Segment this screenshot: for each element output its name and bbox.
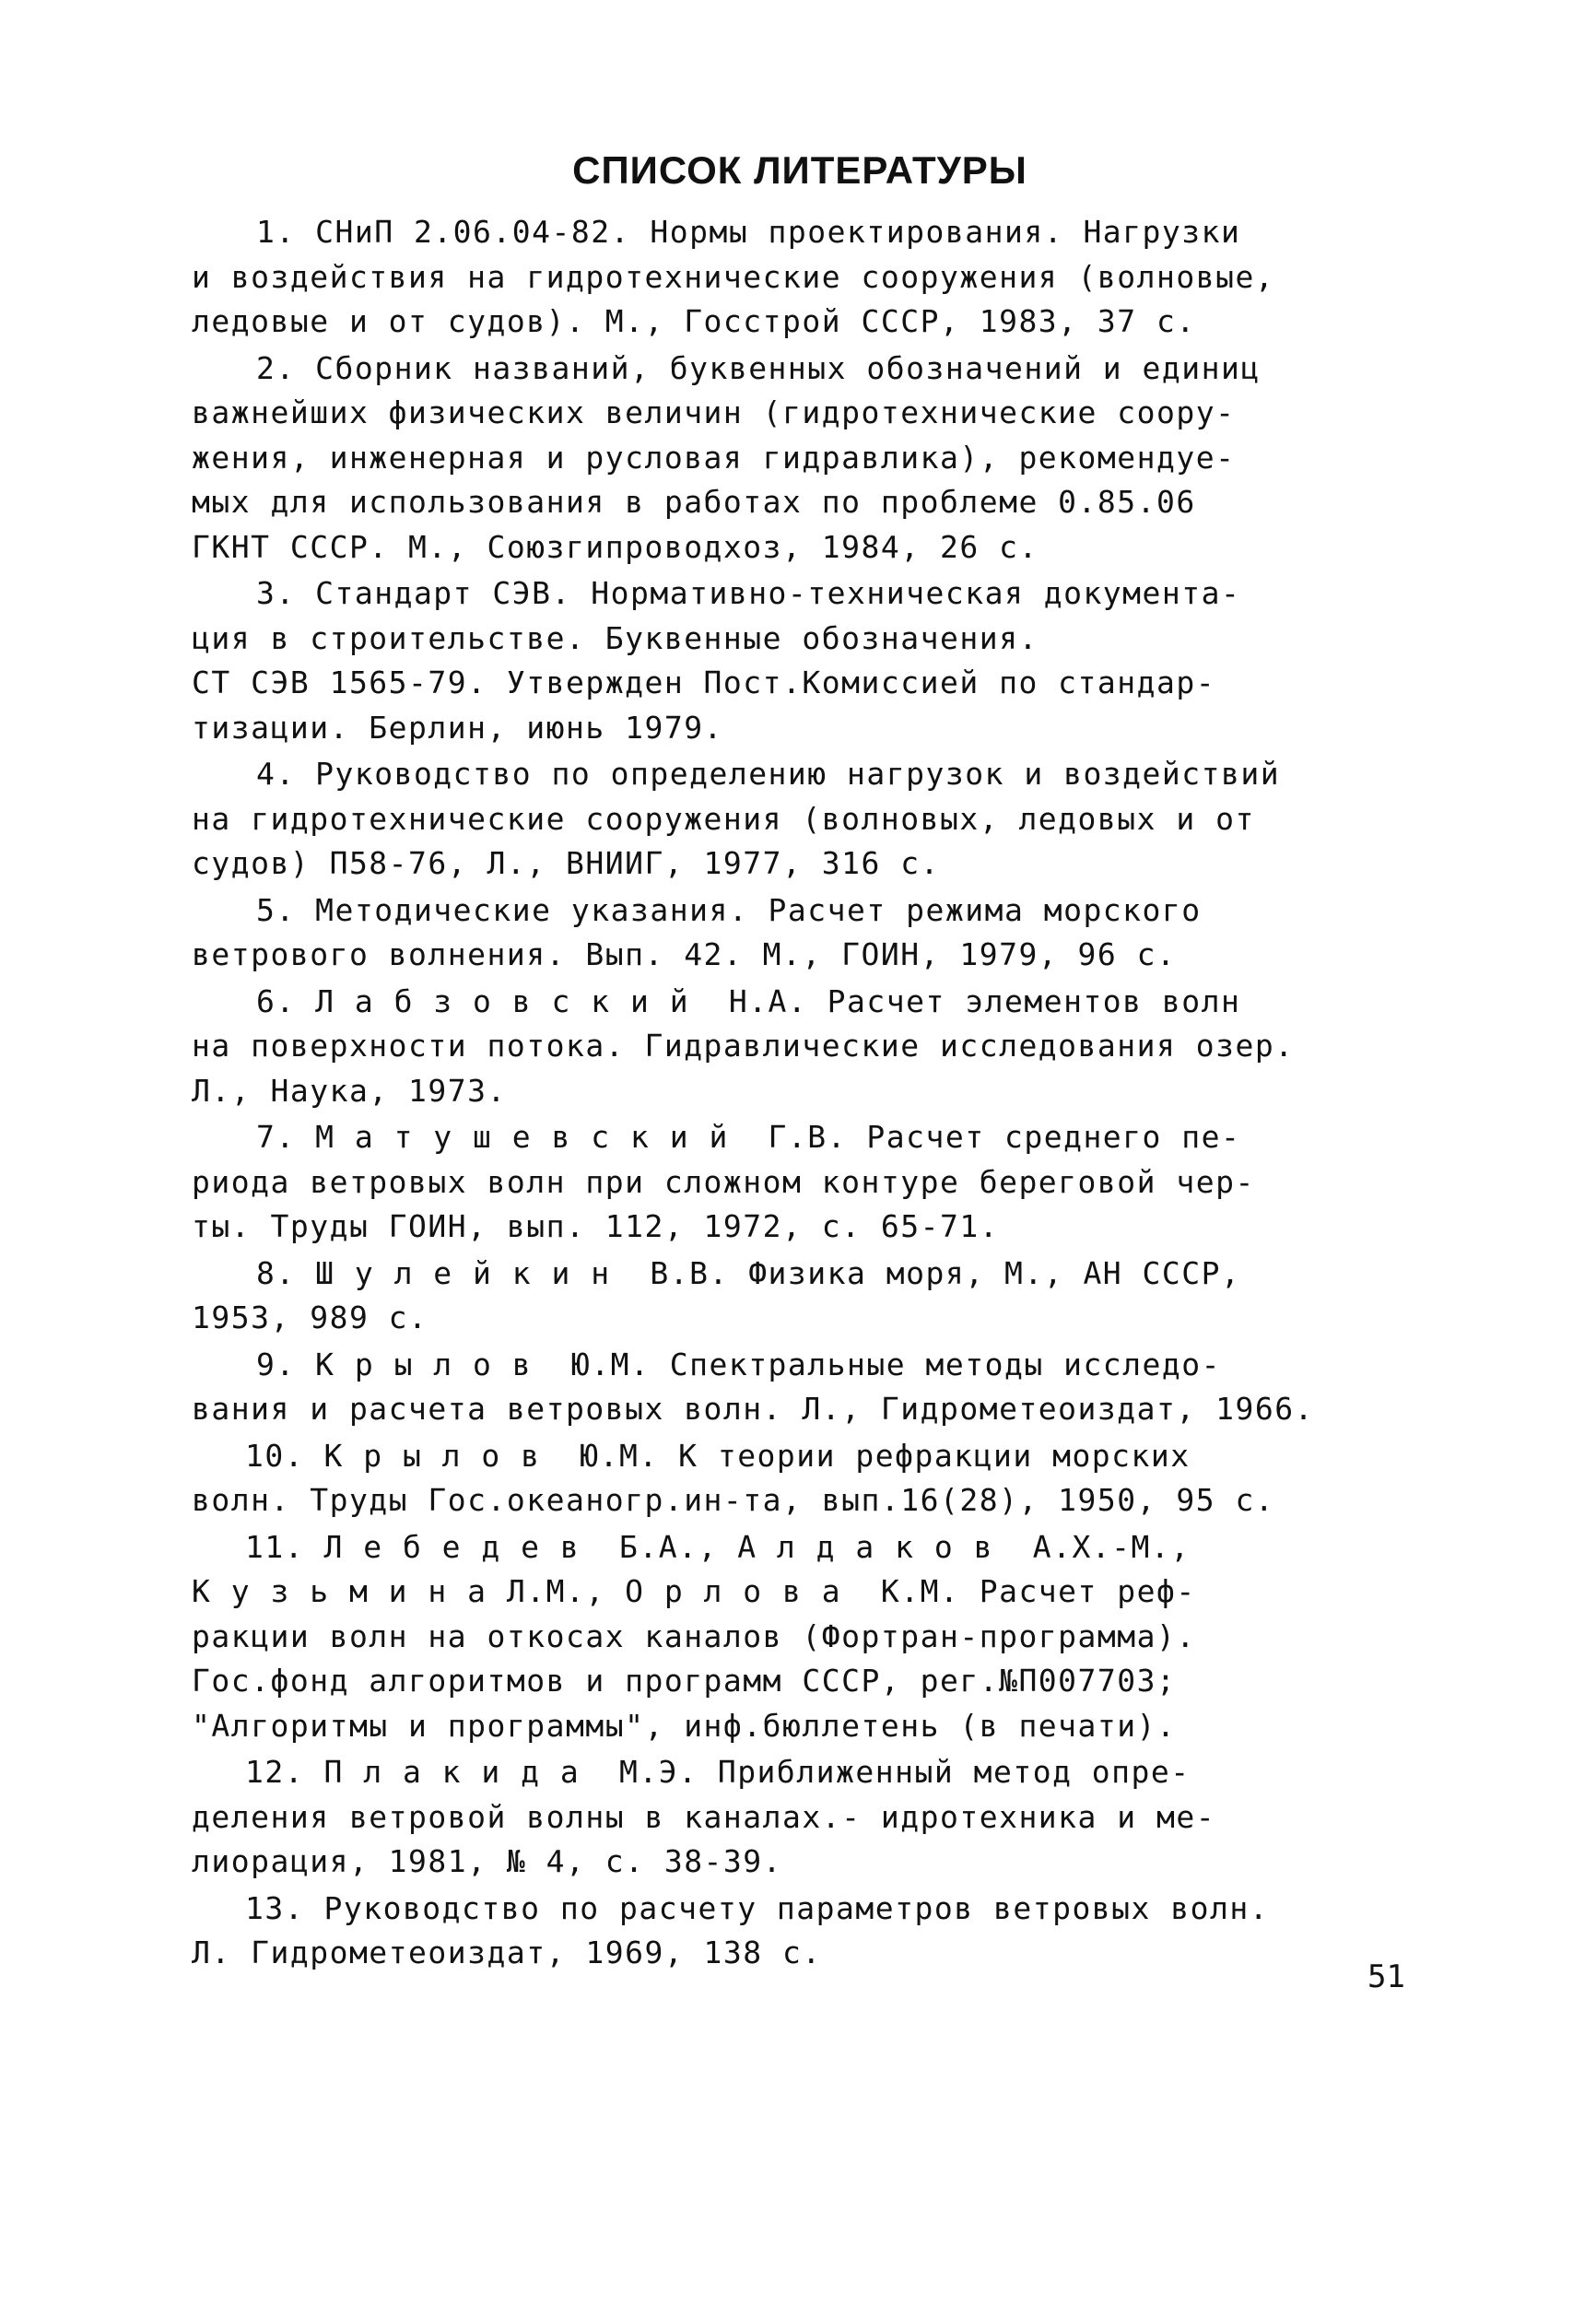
reference-line: вания и расчета ветровых волн. Л., Гидрометеоиздат, 1966. [192,1391,1314,1427]
reference-list [192,210,1408,1976]
reference-line: 1. СНиП 2.06.04-82. Нормы проектирования. Нагрузки [256,214,1241,250]
reference-line: "Алгоритмы и программы", инф.бюллетень (в печати). [192,1707,1177,1744]
reference-line: 9. К р ы л о в Ю.М. Спектральные методы исследо- [256,1346,1222,1382]
reference-line: ракции волн на откосах каналов (Фортран-программа). [192,1617,1196,1654]
reference-line: мых для использования в работах по проблеме 0.85.06 [192,484,1196,520]
reference-line: и воздействия на гидротехнические сооружения (волновые, [192,258,1275,295]
reference-item-10 [192,1434,1408,1523]
page-title: СПИСОК ЛИТЕРАТУРЫ [572,148,1027,192]
reference-line: ветрового волнения. Вып. 42. М., ГОИН, 1979, 96 с. [192,936,1177,972]
reference-line: 10. К р ы л о в Ю.М. К теории рефракции морских [245,1437,1191,1474]
reference-line: на поверхности потока. Гидравлические исследования озер. [192,1028,1295,1064]
reference-line: К у з ь м и н а Л.М., О р л о в а К.М. Расчет реф- [192,1573,1196,1609]
reference-line: ция в строительстве. Буквенные обозначения. [192,619,1039,656]
reference-item-6 [192,980,1408,1114]
reference-item-9 [192,1343,1408,1432]
reference-line: 1953, 989 с. [192,1300,428,1335]
reference-line: 13. Руководство по расчету параметров ветровых волн. [245,1889,1270,1926]
reference-line: судов) П58-76, Л., ВНИИГ, 1977, 316 с. [192,845,940,881]
reference-item-12 [192,1750,1408,1885]
page-number: 51 [1367,1958,1405,1995]
reference-line: ты. Труды ГОИН, вып. 112, 1972, с. 65-71. [192,1208,1000,1244]
reference-line: Гос.фонд алгоритмов и программ СССР, рег.№П007703; [192,1663,1177,1699]
reference-item-5 [192,888,1408,978]
reference-line: жения, инженерная и русловая гидравлика), рекомендуе- [192,439,1236,476]
reference-line: 8. Ш у л е й к и н В.В. Физика моря, М., АН СССР, [256,1254,1241,1291]
reference-item-13 [192,1887,1408,1976]
reference-line: Л., Наука, 1973. [192,1072,507,1109]
reference-line: Л. Гидрометеоиздат, 1969, 138 с. [192,1935,822,1970]
reference-line: волн. Труды Гос.океаногр.ин-та, вып.16(28), 1950, 95 с. [192,1482,1275,1518]
reference-line: ГКНТ СССР. М., Союзгипроводхоз, 1984, 26 с. [192,528,1039,565]
reference-item-3 [192,571,1408,750]
reference-item-2 [192,347,1408,570]
reference-item-7 [192,1115,1408,1250]
reference-line: лиорация, 1981, № 4, с. 38-39. [192,1843,783,1879]
reference-line: 5. Методические указания. Расчет режима морского [256,891,1202,928]
reference-line: деления ветровой волны в каналах.- идротехника и ме- [192,1798,1216,1835]
reference-line: 7. М а т у ш е в с к и й Г.В. Расчет среднего пе- [256,1119,1241,1155]
reference-line: 2. Сборник названий, буквенных обозначений и единиц [256,349,1261,386]
reference-item-4 [192,752,1408,887]
reference-line: риода ветровых волн при сложном контуре береговой чер- [192,1163,1255,1200]
reference-line: 4. Руководство по определению нагрузок и воздействий [256,756,1281,792]
reference-line: ледовые и от судов). М., Госстрой СССР, 1983, 37 с. [192,303,1196,339]
reference-line: 3. Стандарт СЭВ. Нормативно-техническая документа- [256,575,1241,611]
reference-line: тизации. Берлин, июнь 1979. [192,709,723,746]
reference-line: 11. Л е б е д е в Б.А., А л д а к о в А.Х.-М., [245,1528,1191,1565]
reference-line: 12. П л а к и д а М.Э. Приближенный метод опре- [245,1754,1191,1790]
reference-item-1 [192,210,1408,345]
reference-line: на гидротехнические сооружения (волновых, ледовых и от [192,800,1255,837]
document-page [192,147,1408,1978]
reference-line: СТ СЭВ 1565-79. Утвержден Пост.Комиссией по стандар- [192,664,1216,700]
reference-line: важнейших физических величин (гидротехнические соору- [192,394,1236,430]
reference-line: 6. Л а б з о в с к и й Н.А. Расчет элементов волн [256,982,1241,1019]
reference-item-8 [192,1252,1408,1341]
reference-item-11 [192,1525,1408,1749]
